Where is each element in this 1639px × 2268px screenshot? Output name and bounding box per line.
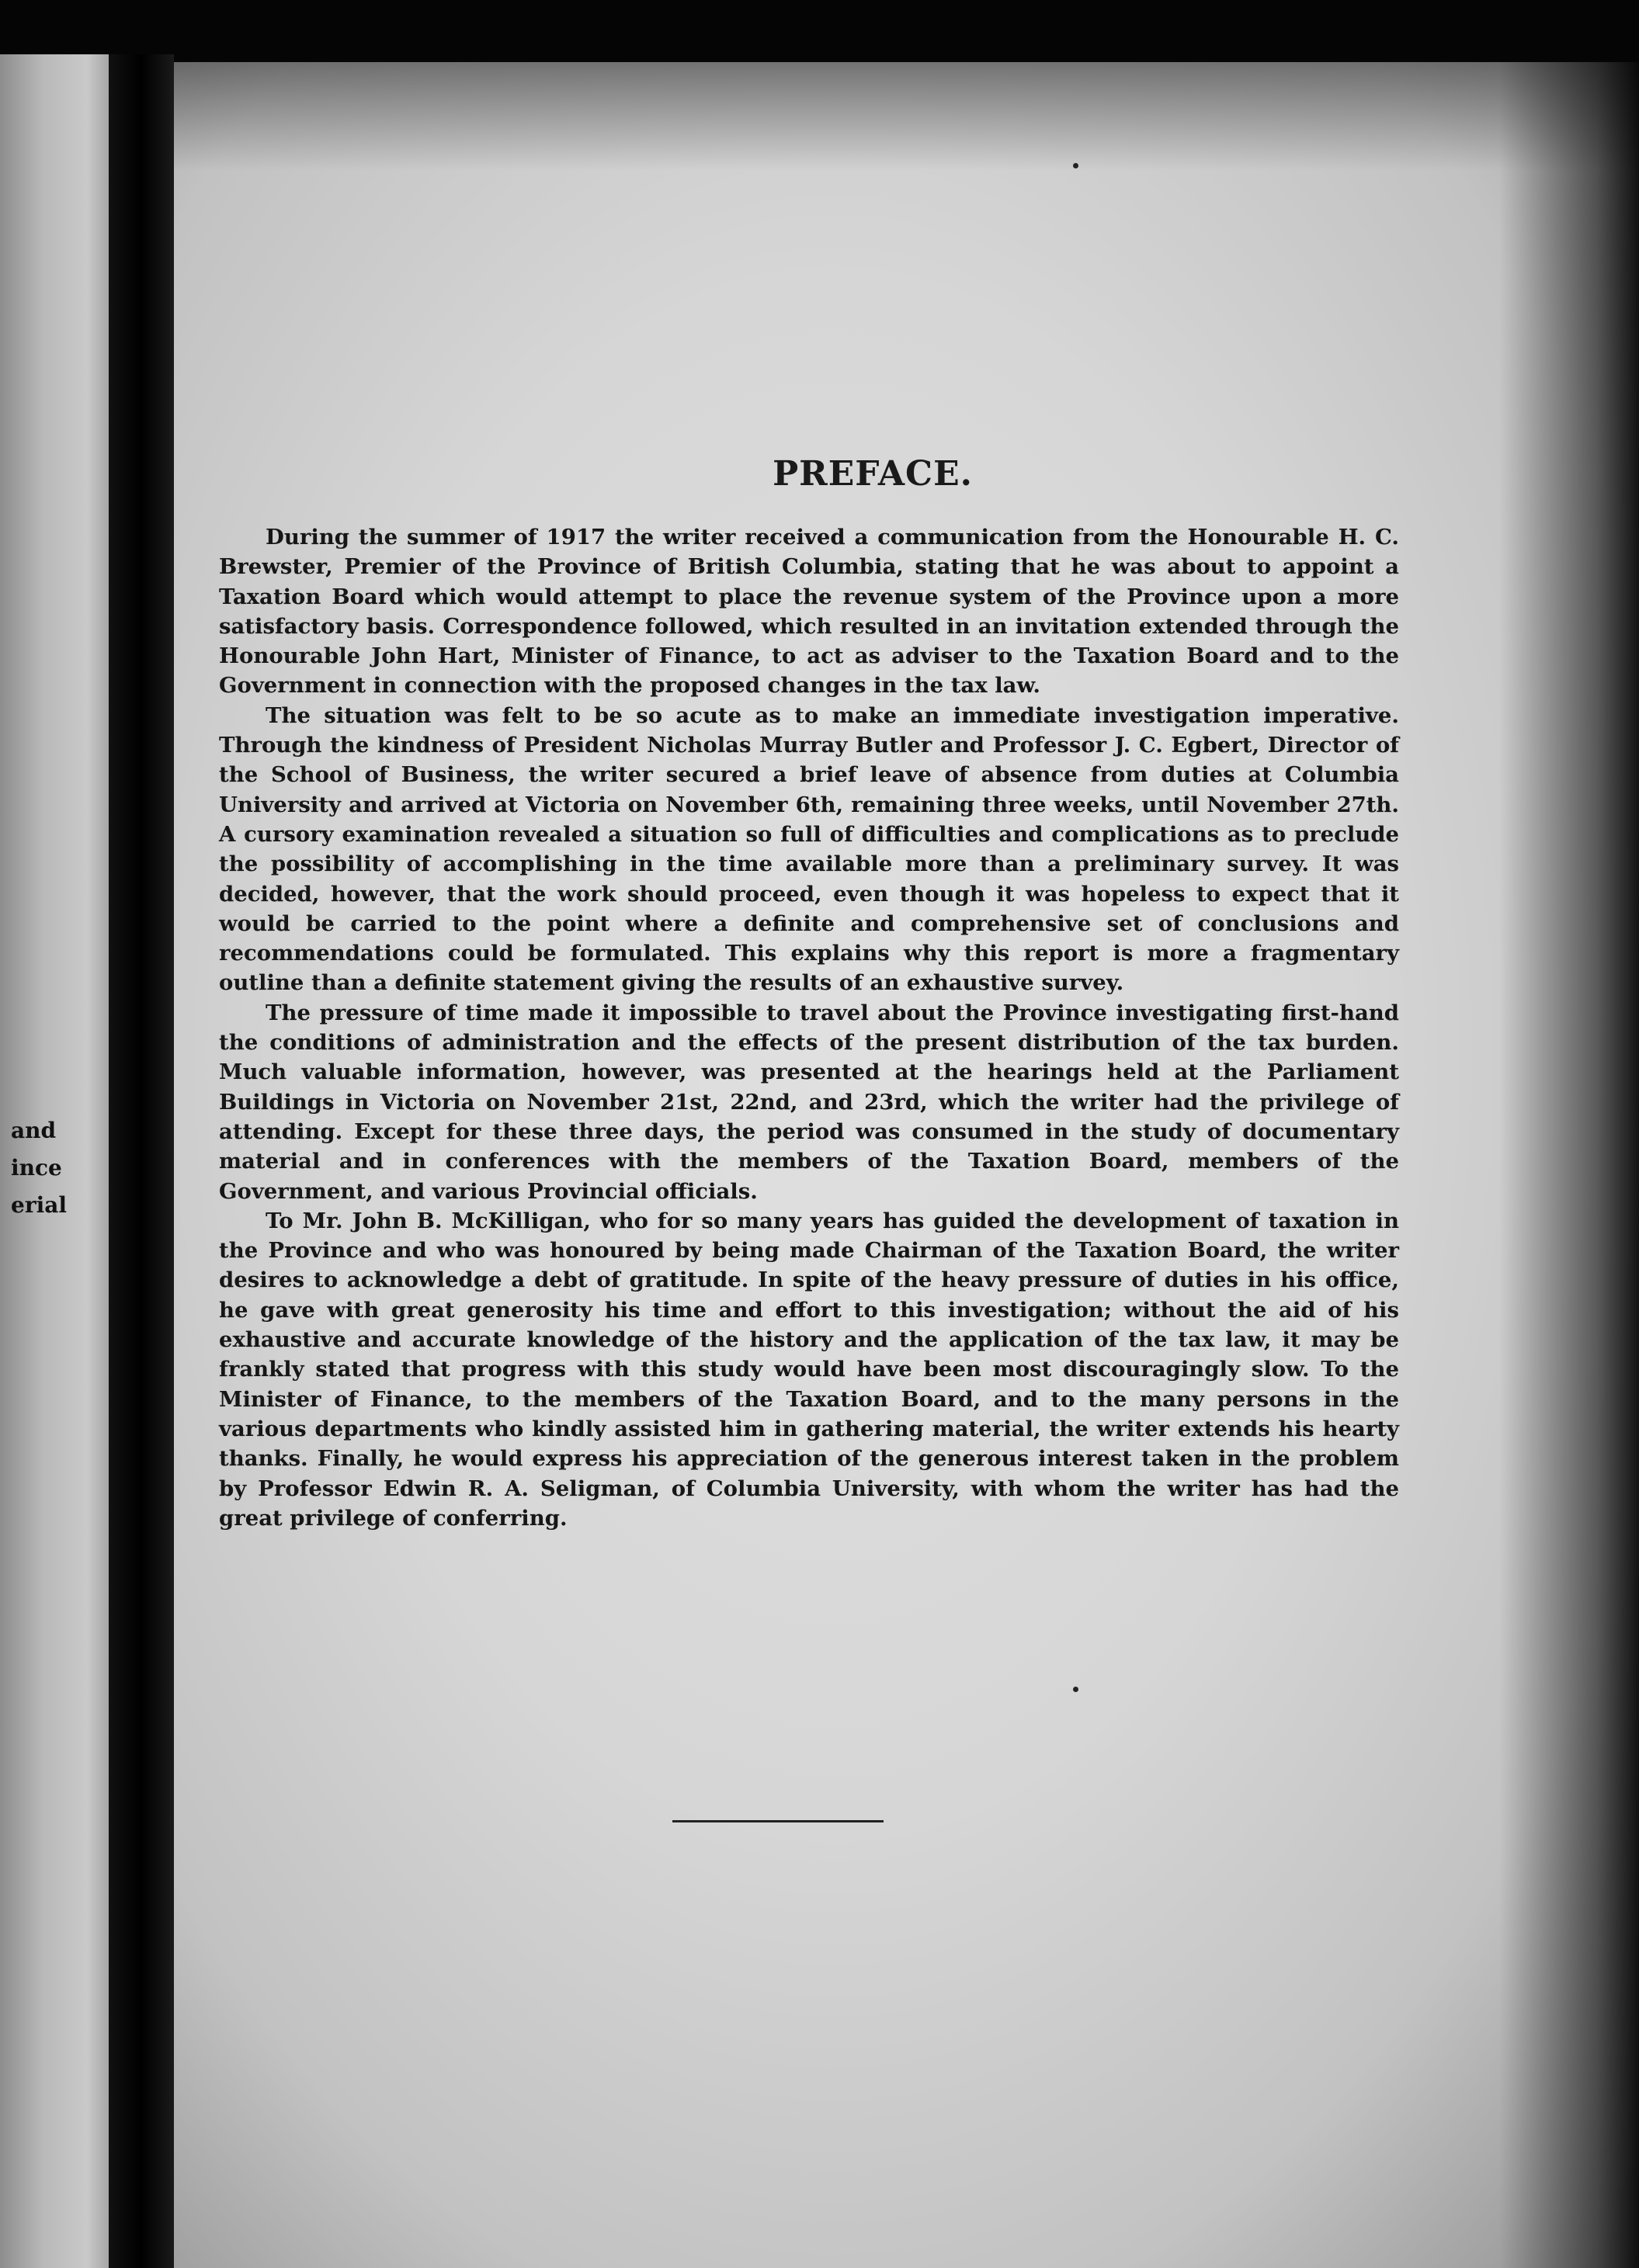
paragraph: The situation was felt to be so acute as to make an immediate investigation imperative. Through the kindness of President Nicholas Murray Butler and Professor J. C. Egbert, Director of the School of Business, the writer secured a brief leave of absence from duties at Columbia University and arrived at Victoria on November 6th, remaining three weeks, until November 27th. A cursory examination revealed a situation so full of difficulties and complications as to preclude the possibility of accomplishing in the time available more than a preliminary survey. It was decided, however, that the work should proceed, even though it was hopeless to expect that it would be carried to the point where a definite and comprehensive set of conclusions and recommendations could be formulated. This explains why this report is more a fragmentary outline than a definite statement giving the results of an exhaustive survey. (219, 702, 1399, 996)
closing-rule (672, 1820, 884, 1822)
facing-page-fragment: ince (11, 1155, 62, 1181)
paragraph: The pressure of time made it impossible to travel about the Province investigating first-hand the conditions of administration and the effects of the present distribution of the tax burden. Much valuable information, however, was presented at the hearings held at the Parliament Buildings in Victoria on November 21st, 22nd, and 23rd, which the writer had the privilege of attending. Except for these three days, the period was consumed in the study of documentary material and in conferences with the members of the Taxation Board, members of the Government, and various Provincial officials. (219, 1000, 1399, 1204)
page-title: PREFACE. (773, 454, 973, 494)
scan-speck (1073, 1687, 1078, 1692)
paragraph: To Mr. John B. McKilligan, who for so many years has guided the development of taxation in the Province and who was honoured by being made Chairman of the Taxation Board, the writer desires to acknowledge a debt of gratitude. In spite of the heavy pressure of duties in his office, he gave with great generosity his time and effort to this investigation; without the aid of his exhaustive and accurate knowledge of the history and the application of the tax law, it may be frankly stated that progress with this study would have been most discouragingly slow. To the Minister of Finance, to the members of the Taxation Board, and to the many persons in the various departments who kindly assisted him in gathering material, the writer extends his hearty thanks. Finally, he would express his appreciation of the generous interest taken in the problem by Professor Edwin R. A. Seligman, of Columbia University, with whom the writer has had the great privilege of conferring. (219, 1208, 1399, 1531)
book-gutter (109, 54, 174, 2268)
preface-page (174, 62, 1639, 2268)
scan-speck (1073, 163, 1078, 168)
paragraph: During the summer of 1917 the writer received a communication from the Honourable H. C. Brewster, Premier of the Province of British Columbia, stating that he was about to appoint a Taxation Board which would attempt to place the revenue system of the Province upon a more satisfactory basis. Correspondence followed, which resulted in an invitation extended through the Honourable John Hart, Minister of Finance, to act as adviser to the Taxation Board and to the Government in connection with the proposed changes in the tax law. (219, 525, 1399, 699)
facing-page-fragment: erial (11, 1192, 67, 1218)
facing-page-fragment: and (11, 1118, 57, 1143)
preface-body (219, 522, 1399, 1533)
facing-page-edge (0, 54, 109, 2268)
